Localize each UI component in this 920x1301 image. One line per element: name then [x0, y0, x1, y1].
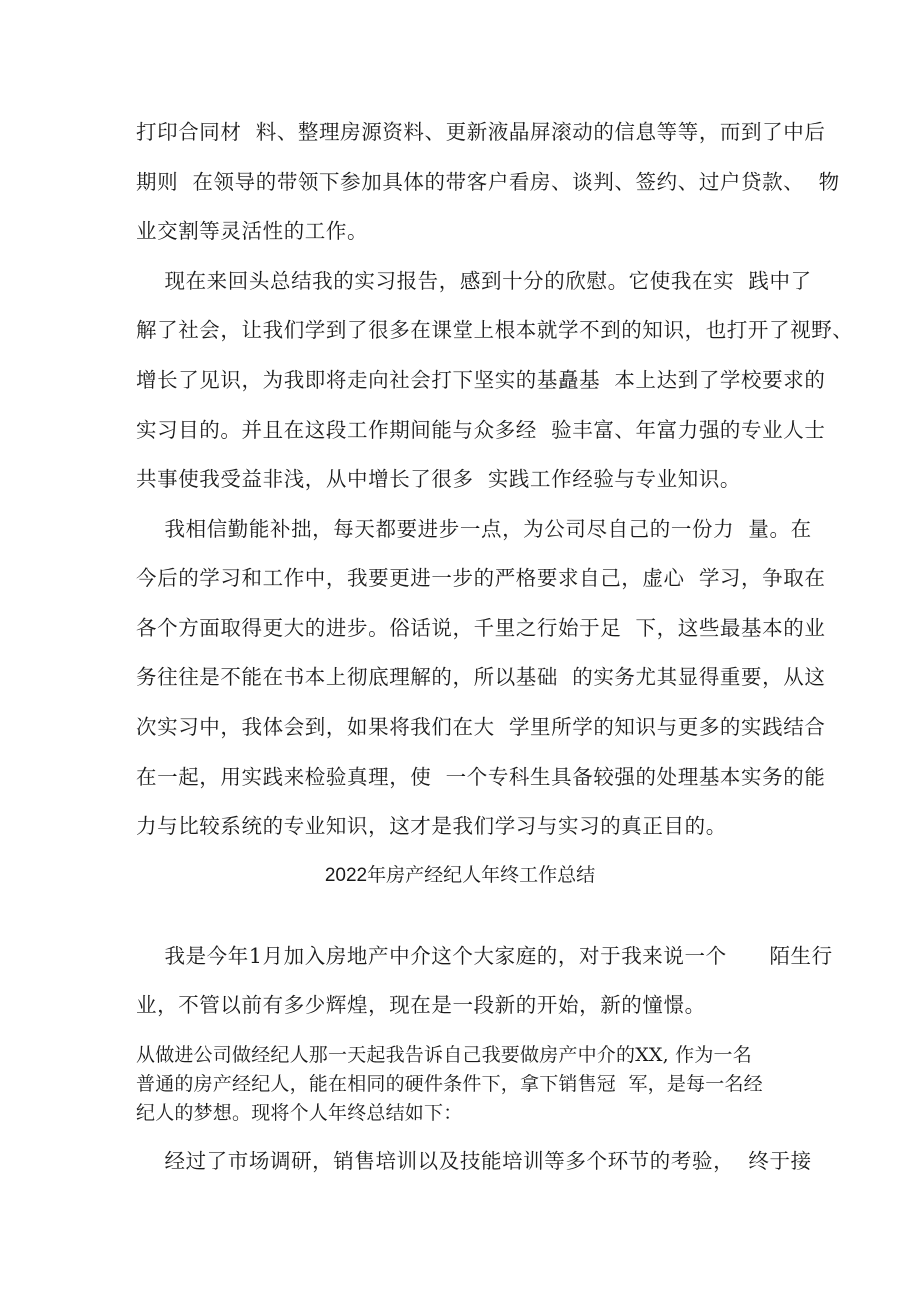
paragraph-2-line-1: 现在来回头总结我的实习报告，感到十分的欣慰。它使我在实 践中了	[136, 269, 812, 293]
paragraph-5-line-1: 从做进公司做经纪人那一天起我告诉自己我要做房产中介的XX, 作为一名	[136, 1044, 752, 1066]
paragraph-5-line-2: 普通的房产经纪人，能在相同的硬件条件下，拿下销售冠 军，是每一名经	[136, 1073, 763, 1095]
paragraph-3-line-4: 务往往是不能在书本上彻底理解的，所以基础 的实务尤其显得重要，从这	[136, 665, 826, 689]
paragraph-1-line-2: 期则 在领导的带领下参加具体的带客户看房、谈判、签约、过户贷款、 物	[136, 170, 840, 194]
paragraph-4-line-2: 业，不管以前有多少辉煌，现在是一段新的开始，新的憧憬。	[136, 993, 706, 1017]
paragraph-5-line-3: 纪人的梦想。现将个人年终总结如下：	[136, 1102, 463, 1124]
paragraph-3-line-2: 今后的学习和工作中，我要更进一步的严格要求自己，虚心 学习，争取在	[136, 566, 826, 590]
paragraph-2-line-5: 共事使我受益非浅，从中增长了很多 实践工作经验与专业知识。	[136, 467, 742, 491]
paragraph-2-line-2: 解了社会，让我们学到了很多在课堂上根本就学不到的知识，也打开了视野、	[136, 318, 854, 342]
paragraph-1-line-1: 打印合同材 料、整理房源资料、更新液晶屏滚动的信息等等，而到了中后	[136, 120, 826, 144]
paragraph-4-line-1: 我是今年1月加入房地产中介这个大家庭的，对于我来说一个 陌生行	[136, 944, 833, 968]
paragraph-2-line-3: 增长了见识，为我即将走向社会打下坚实的基矗基 本上达到了学校要求的	[136, 368, 826, 392]
paragraph-2-line-4: 实习目的。并且在这段工作期间能与众多经 验丰富、年富力强的专业人士	[136, 418, 826, 442]
section-title: 2022年房产经纪人年终工作总结	[324, 865, 596, 886]
paragraph-3-line-6: 在一起，用实践来检验真理，使 一个专科生具备较强的处理基本实务的能	[136, 765, 826, 789]
paragraph-3-line-3: 各个方面取得更大的进步。俗话说，千里之行始于足 下，这些最基本的业	[136, 616, 826, 640]
paragraph-1-line-3: 业交割等灵活性的工作。	[136, 219, 369, 243]
paragraph-3-line-5: 次实习中，我体会到，如果将我们在大 学里所学的知识与更多的实践结合	[136, 715, 826, 739]
paragraph-3-line-1: 我相信勤能补拙，每天都要进步一点，为公司尽自己的一份力 量。在	[136, 517, 812, 541]
paragraph-3-line-7: 力与比较系统的专业知识，这才是我们学习与实习的真正目的。	[136, 814, 727, 838]
paragraph-6-line-1: 经过了市场调研，销售培训以及技能培训等多个环节的考验， 终于接	[136, 1149, 812, 1173]
